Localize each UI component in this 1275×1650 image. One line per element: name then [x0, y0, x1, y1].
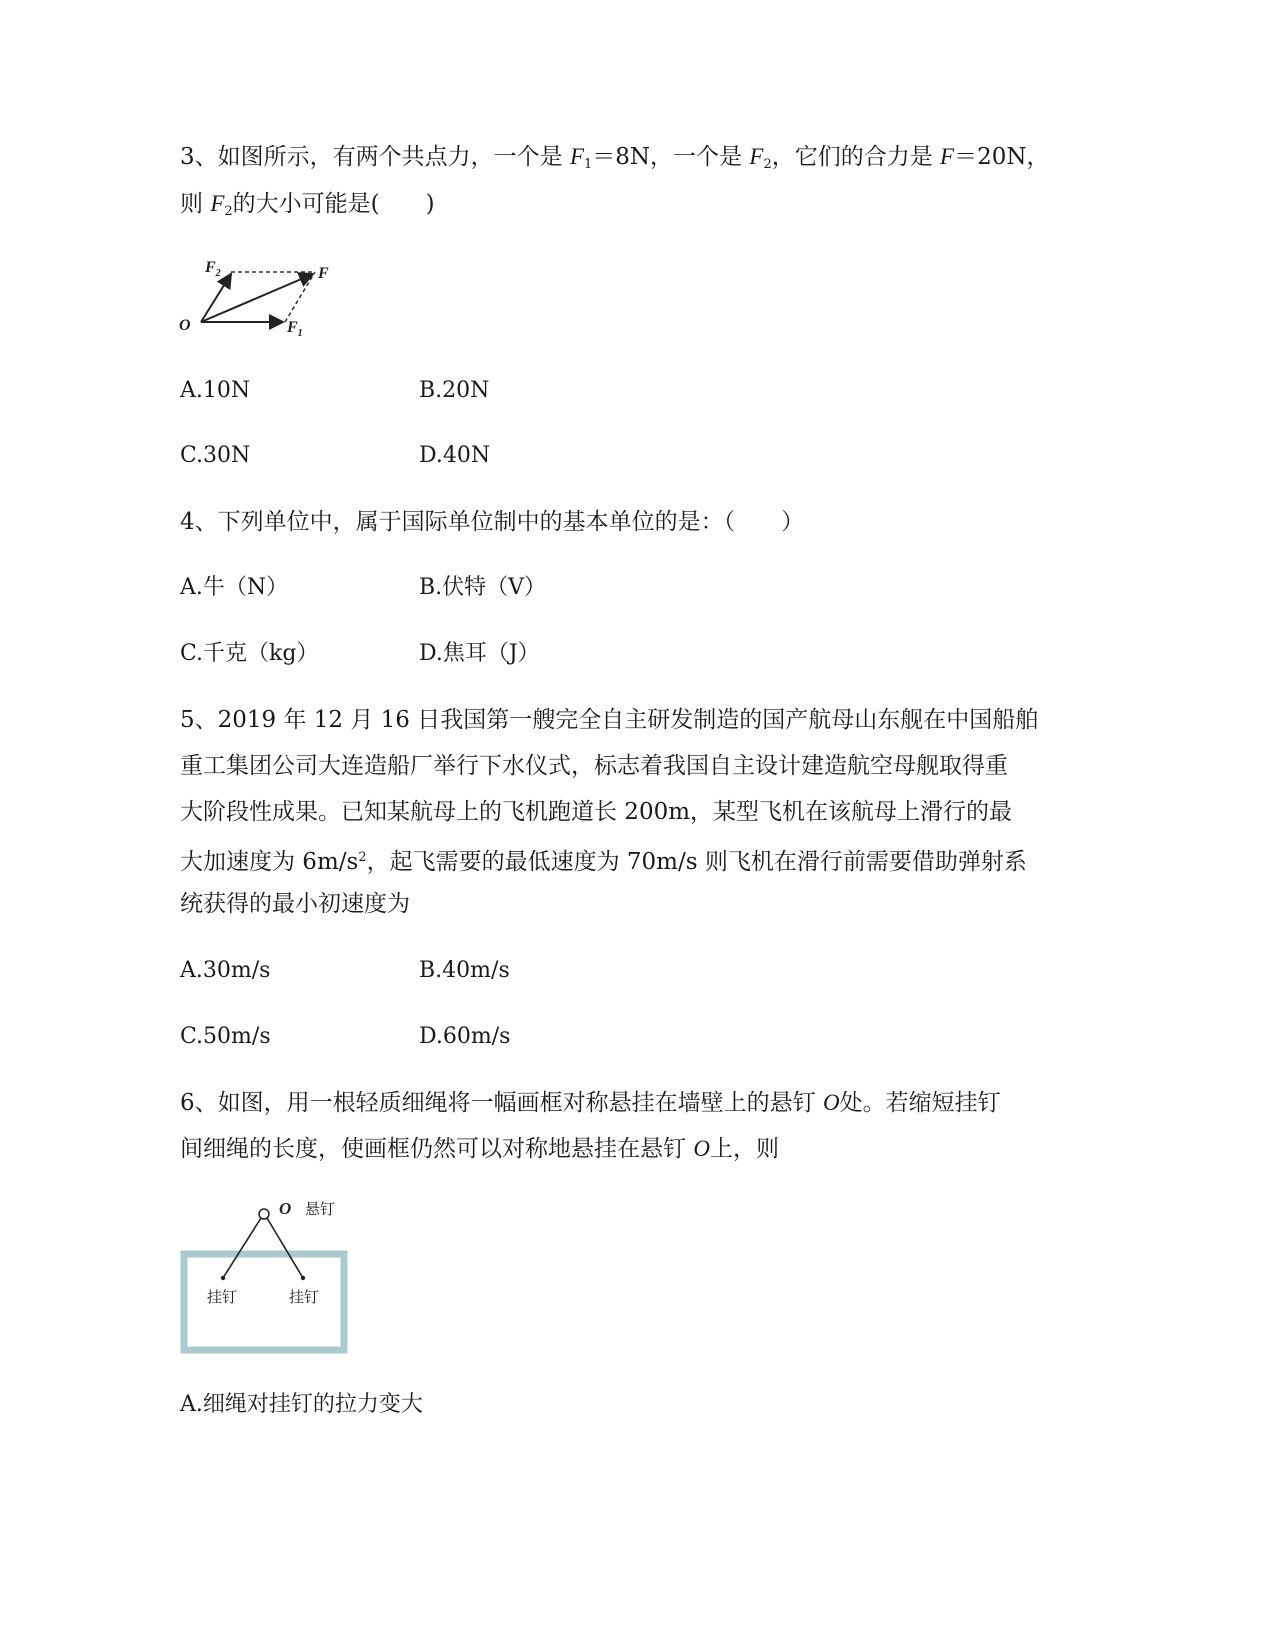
q5-option-a[interactable]: A.30m/s — [180, 958, 271, 983]
q6-label-nail: 悬钉 — [305, 1200, 336, 1218]
q6-string-left — [223, 1218, 261, 1278]
q6-label-o: O — [279, 1199, 292, 1218]
q6-string-right — [267, 1218, 303, 1278]
q5-option-b[interactable]: B.40m/s — [419, 958, 510, 983]
q5-line-2: 重工集团公司大连造船厂举行下水仪式，标志着我国自主设计建造航空母舰取得重 — [180, 753, 1008, 779]
q3-number: 3、 — [180, 144, 218, 170]
q3-line-2: 则 $F_2$的大小可能是( ) — [180, 191, 435, 219]
q5-line-3: 大阶段性成果。已知某航母上的飞机跑道长 200m，某型飞机在该航母上滑行的最 — [180, 799, 1013, 825]
q5-option-d[interactable]: D.60m/s — [419, 1024, 511, 1049]
q3-option-c[interactable]: C.30N — [180, 443, 251, 468]
q3-label-f: F — [318, 265, 329, 282]
q5-line-1: 5、2019 年 12 月 16 日我国第一艘完全自主研发制造的国产航母山东舰在中国船舶 — [180, 707, 1039, 733]
q6-hook-left — [221, 1276, 225, 1280]
q5-option-c[interactable]: C.50m/s — [180, 1024, 271, 1049]
q4-option-a[interactable]: A.牛（N） — [180, 575, 289, 600]
q3-option-b[interactable]: B.20N — [419, 378, 490, 403]
q5-line-5: 统获得的最小初速度为 — [180, 891, 410, 917]
q6-frame-diagram — [175, 1192, 365, 1362]
q6-nail-o — [259, 1209, 269, 1219]
q4-option-d[interactable]: D.焦耳（J） — [419, 641, 540, 666]
q3-option-a[interactable]: A.10N — [180, 378, 251, 403]
q6-option-a[interactable]: A.细绳对挂钉的拉力变大 — [180, 1392, 423, 1417]
q4-option-b[interactable]: B.伏特（V） — [419, 575, 547, 600]
q6-hook-right — [301, 1276, 305, 1280]
q5-line-4: 大加速度为 $6m/s^2$，起飞需要的最低速度为 70m/s 则飞机在滑行前需要借助弹射系 — [180, 849, 1027, 875]
q3-label-f1: $F_1$ — [287, 319, 303, 339]
q3-force-diagram — [175, 252, 345, 344]
q6-line-1: 6、如图，用一根轻质细绳将一幅画框对称悬挂在墙壁上的悬钉 O处。若缩短挂钉 — [180, 1090, 1001, 1116]
q3-vector-f — [201, 274, 313, 322]
q3-option-d[interactable]: D.40N — [419, 443, 491, 468]
q6-label-hook-left: 挂钉 — [207, 1288, 238, 1306]
q6-line-2: 间细绳的长度，使画框仍然可以对称地悬挂在悬钉 O上，则 — [180, 1136, 779, 1162]
q3-line-1: 3、如图所示，有两个共点力，一个是 $F_1=8N$，一个是 $F_2$，它们的合力是 F＝20N， — [180, 144, 1050, 172]
q4-text: 4、下列单位中，属于国际单位制中的基本单位的是：（ ） — [180, 509, 805, 535]
q6-label-hook-right: 挂钉 — [289, 1288, 320, 1306]
q3-label-o: O — [179, 317, 191, 334]
q4-option-c[interactable]: C.千克（kg） — [180, 641, 319, 666]
q3-label-f2: $F_2$ — [205, 259, 221, 279]
